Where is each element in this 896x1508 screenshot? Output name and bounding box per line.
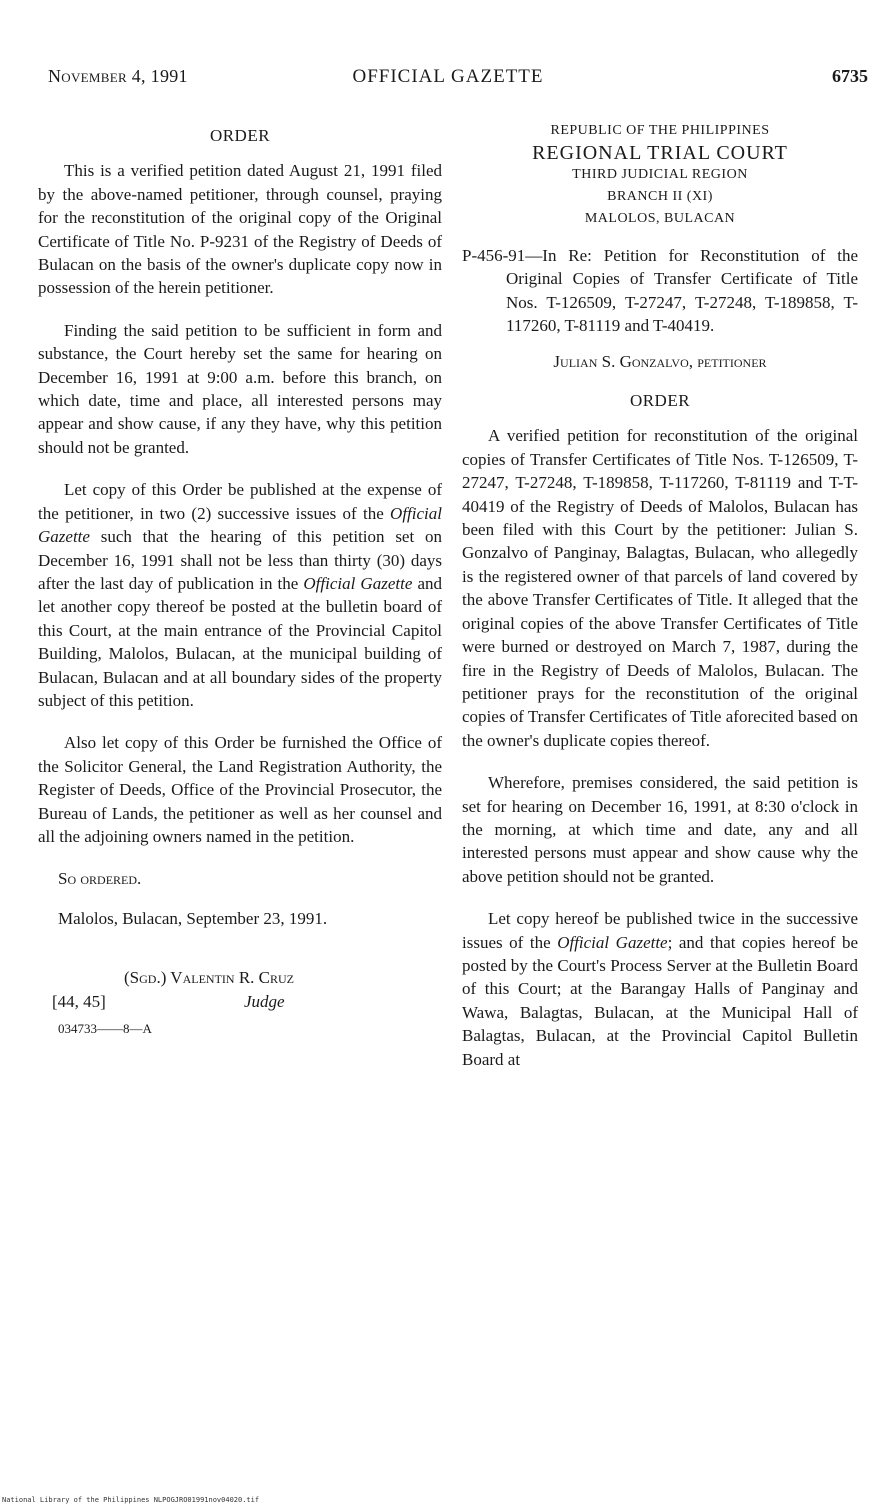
so-ordered: So ordered. <box>58 869 142 889</box>
order-paragraph: Wherefore, premises considered, the said petition is set for hearing on December 16, 1991, at 8:30 o'clock in the morning, at which time and date, any and all interested persons must appear and show cause why the above petition should not be granted. <box>462 773 858 886</box>
publication-title: OFFICIAL GAZETTE <box>352 66 544 87</box>
text-run: ; and that copies hereof be posted by the Court's Process Server at the Bulletin Board of this Court; at the Barangay Halls of Panginay and Wawa, Balagtas, Bulacan, at the Municipal Hall of Balagtas, Bulacan, at the Provincial Capitol Bulletin Board at <box>462 932 858 1069</box>
branch-line: BRANCH II (XI) <box>607 189 713 204</box>
text-run: Let copy hereof be published twice in the successive issues of the <box>462 909 858 952</box>
issue-reference: [44, 45] <box>52 991 106 1011</box>
order-paragraph <box>38 478 442 712</box>
signature-row <box>38 990 442 1013</box>
petitioner-line: Julian S. Gonzalvo, petitioner <box>553 351 767 371</box>
order-heading: ORDER <box>209 126 271 145</box>
case-title: P-456-91—In Re: Petition for Reconstitution of the Original Copies of Transfer Certificate of Title Nos. T-126509, T-27247, T-27248, T-189858, T-117260, T-81119 and T-40419. <box>462 246 858 336</box>
order-paragraph: A verified petition for reconstitution of the original copies of Transfer Certificates of Title Nos. T-126509, T-27247, T-27248, T-189858, T-117260, T-81119 and T-T-40419 of the Registry of Deeds of Malolos, Bulacan has been filed with this Court by the petitioner: Julian S. Gonzalvo of Panginay, Balagtas, Bulacan, who allegedly is the registered owner of that parcels of land covered by the above Transfer Certificates of Title. It alleged that the original copies of the above Transfer Certificates of Title were burned or destroyed on March 7, 1987, during the fire in the Registry of Deeds of Malolos, Bulacan. The petitioner prays for the reconstitution of the original copies of Transfer Certificates of Title aforecited based on the owner's duplicate copies thereof. <box>462 426 858 750</box>
text-run: and let another copy thereof be posted at the bulletin board of this Court, at the main entrance of the Provincial Capitol Building, Malolos, Bulacan, at the municipal building of Bulacan, Bulacan and at all boundary sides of the property subject of this petition. <box>38 573 443 710</box>
order-paragraph <box>462 907 858 1071</box>
order-paragraph: Also let copy of this Order be furnished the Office of the Solicitor General, the Land Registration Authority, the Register of Deeds, Office of the Provincial Prosecutor, the Bureau of Lands, the petitioner as well as her counsel and all the adjoining owners named in the petition. <box>38 733 442 846</box>
text-run: such that the hearing of this petition set on December 16, 1991 shall not be less than thirty (30) days after the last day of publication in the <box>38 527 442 593</box>
text-run: Let copy of this Order be published at the expense of the petitioner, in two (2) successive issues of the <box>38 480 442 523</box>
issue-date: November 4, 1991 <box>48 66 188 86</box>
region-line: THIRD JUDICIAL REGION <box>572 167 748 182</box>
court-name: REGIONAL TRIAL COURT <box>532 142 788 164</box>
left-column <box>38 120 442 1040</box>
republic-line: REPUBLIC OF THE PHILIPPINES <box>550 123 770 138</box>
notice-code: 034733——8—A <box>58 1020 152 1036</box>
gazette-name: Official Gazette <box>303 573 413 593</box>
gazette-name: Official Gazette <box>557 932 668 952</box>
page-header <box>0 66 896 92</box>
order-heading: ORDER <box>629 391 691 411</box>
judge-title: Judge <box>244 991 285 1011</box>
gazette-name: Official Gazette <box>38 503 442 547</box>
page-number: 6735 <box>832 66 868 86</box>
scan-footer: National Library of the Philippines NLPOGJRO01991nov04020.tif <box>2 1496 260 1504</box>
court-caption <box>462 120 858 230</box>
order-paragraph: Finding the said petition to be sufficient in form and substance, the Court hereby set the same for hearing on December 16, 1991 at 9:00 a.m. before this branch, on which date, time and place, all interested persons may appear and show cause, if any they have, why this petition should not be granted. <box>38 320 442 457</box>
judge-signature: (Sgd.) Valentin R. Cruz <box>124 968 294 988</box>
order-paragraph: This is a verified petition dated August 21, 1991 filed by the above-named petitioner, through counsel, praying for the reconstitution of the original copy of the Original Certificate of Title No. P-9231 of the Registry of Deeds of Bulacan on the basis of the owner's duplicate copy now in possession of the herein petitioner. <box>38 161 442 298</box>
place-date: Malolos, Bulacan, September 23, 1991. <box>58 908 328 928</box>
location-line: MALOLOS, BULACAN <box>584 211 736 226</box>
right-column <box>462 120 858 1090</box>
